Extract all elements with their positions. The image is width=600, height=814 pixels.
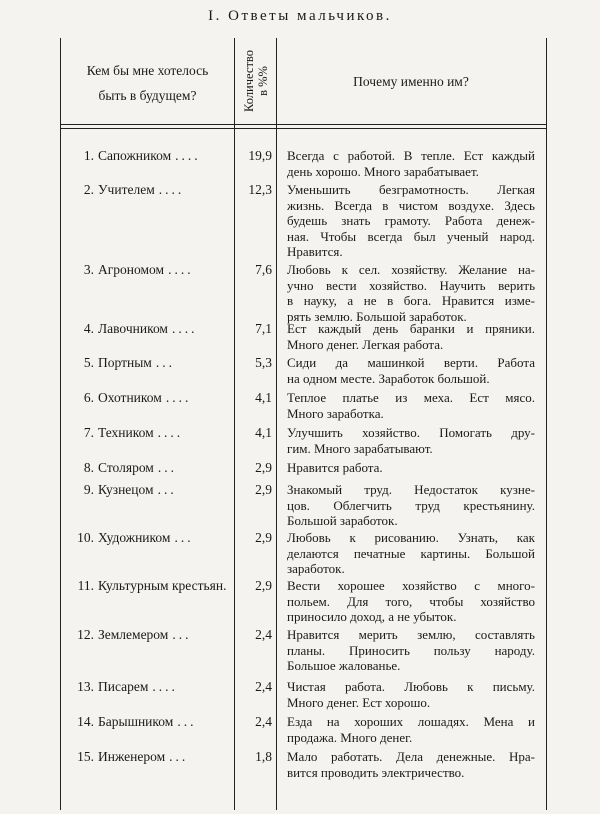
profession-cell [61, 714, 236, 730]
profession-cell [61, 148, 236, 164]
profession-cell [61, 627, 236, 643]
reason-text [287, 679, 535, 710]
reason-text [287, 321, 535, 352]
reason-line: Мало работать. Дела денежные. Нра- [287, 749, 535, 764]
header-quantity-line: в %% [256, 66, 270, 96]
header-profession-line: быть в будущем? [98, 88, 197, 103]
header-reason: Почему именно им? [353, 74, 469, 89]
reason-line: Нравится работа. [287, 460, 383, 475]
reason-line: Ест каждый день баранки и пряники. [287, 321, 535, 336]
reason-line: Большое жалованье. [287, 658, 401, 673]
leader-dots: ... [169, 749, 189, 764]
header-profession [61, 58, 234, 108]
reason-line: Большой заработок. [287, 513, 398, 528]
leader-dots: .... [157, 425, 184, 440]
reason-text [287, 262, 535, 324]
profession-cell [61, 482, 236, 498]
profession-cell [61, 390, 236, 406]
reason-line: Нравится. [287, 244, 343, 259]
profession-name: Портным [98, 355, 152, 370]
profession-cell [61, 460, 236, 476]
reason-text [287, 530, 535, 577]
profession-name: Культурным крестьян. [98, 578, 227, 593]
row-number: 13. [77, 679, 94, 694]
percentage-value: 5,3 [255, 355, 272, 370]
reason-line: Езда на хороших лошадях. Мена и [287, 714, 535, 729]
page-title: I. Ответы мальчиков. [208, 8, 392, 24]
row-number: 3. [83, 262, 94, 277]
reason-line: заработок. [287, 561, 345, 576]
reason-text [287, 578, 535, 625]
profession-name: Художником [98, 530, 171, 545]
leader-dots: ... [157, 482, 177, 497]
reason-line: Любовь к сел. хозяйству. Желание на- [287, 262, 535, 277]
profession-name: Барышником [98, 714, 174, 729]
reason-text [287, 627, 535, 674]
reason-text [287, 714, 535, 745]
leader-dots: ... [177, 714, 197, 729]
row-number: 4. [83, 321, 94, 336]
row-number: 10. [77, 530, 94, 545]
leader-dots: .... [152, 679, 178, 694]
reason-text [287, 482, 535, 529]
reason-line: продажа. Много денег. [287, 729, 413, 745]
reason-line: Уменьшить безграмотность. Легкая [287, 182, 535, 197]
profession-name: Учителем [98, 182, 155, 197]
percentage-value: 2,9 [255, 578, 272, 593]
percentage-value: 4,1 [255, 425, 272, 440]
column-divider [276, 38, 277, 810]
reason-text [287, 355, 535, 386]
profession-cell [61, 578, 236, 594]
reason-line: гим. Много зарабатывают. [287, 440, 433, 456]
row-number: 11. [77, 578, 94, 593]
reason-line: на одном месте. Заработок большой. [287, 370, 490, 386]
reason-line: Нравится мерить землю, составлять [287, 627, 535, 642]
percentage-value: 2,4 [255, 714, 272, 729]
percentage-value: 2,4 [255, 679, 272, 694]
leader-dots: .... [168, 262, 194, 277]
reason-line: Сиди да машинкой верти. Работа [287, 355, 535, 370]
reason-line: Вести хорошее хозяйство с много- [287, 578, 535, 593]
profession-cell [61, 425, 236, 441]
row-number: 6. [83, 390, 94, 405]
profession-cell [61, 262, 236, 278]
row-number: 5. [83, 355, 94, 370]
reason-text [287, 390, 535, 421]
header-quantity-line: Количество [242, 50, 256, 112]
leader-dots: ... [172, 627, 192, 642]
percentage-value: 19,9 [248, 148, 272, 163]
row-number: 8. [83, 460, 94, 475]
profession-name: Агрономом [98, 262, 165, 277]
reason-line: цов. Облегчить труд крестьянину. [287, 497, 535, 513]
profession-name: Сапожником [98, 148, 172, 163]
profession-cell [61, 182, 236, 198]
percentage-value: 2,4 [255, 627, 272, 642]
profession-name: Столяром [98, 460, 154, 475]
row-number: 12. [77, 627, 94, 642]
percentage-value: 1,8 [255, 749, 272, 764]
reason-line: делаются печатные картины. Большой [287, 545, 535, 561]
profession-name: Инженером [98, 749, 166, 764]
leader-dots: ... [155, 355, 175, 370]
survey-table [60, 38, 547, 810]
row-number: 9. [83, 482, 94, 497]
profession-cell [61, 749, 236, 765]
reason-line: жизнь. Всегда в чистом воздухе. Здесь [287, 197, 535, 213]
profession-cell [61, 679, 236, 695]
header-quantity [242, 50, 270, 112]
reason-line: Любовь к рисованию. Узнать, как [287, 530, 535, 545]
reason-line: учно вести хозяйство. Научить верить [287, 277, 535, 293]
profession-name: Лавочником [98, 321, 168, 336]
reason-line: ная. Чтобы всегда был ученый народ. [287, 228, 535, 244]
reason-line: вится проводить электричество. [287, 764, 465, 780]
profession-cell [61, 530, 236, 546]
reason-line: Теплое платье из меха. Ест мясо. [287, 390, 535, 405]
row-number: 1. [83, 148, 94, 163]
header-profession-line: Кем бы мне хотелось [86, 63, 209, 78]
reason-line: рять землю. Большой заработок. [287, 308, 467, 324]
profession-cell [61, 321, 236, 337]
reason-text [287, 148, 535, 179]
leader-dots: .... [171, 321, 198, 336]
row-number: 2. [83, 182, 94, 197]
reason-text [287, 460, 535, 476]
reason-text [287, 425, 535, 456]
profession-name: Писарем [98, 679, 149, 694]
reason-line: приносило доход, а не убыток. [287, 609, 457, 624]
reason-line: Чистая работа. Любовь к письму. [287, 679, 535, 694]
reason-line: Много денег. Ест хорошо. [287, 694, 431, 710]
profession-name: Землемером [98, 627, 169, 642]
reason-line: в науку, а не в бога. Нравится изме- [287, 293, 535, 308]
row-number: 15. [77, 749, 94, 764]
leader-dots: ... [157, 460, 177, 475]
percentage-value: 4,1 [255, 390, 272, 405]
percentage-value: 7,6 [255, 262, 272, 277]
header-rule [61, 124, 546, 129]
reason-text [287, 749, 535, 780]
leader-dots: .... [175, 148, 201, 163]
profession-name: Кузнецом [98, 482, 154, 497]
profession-cell [61, 355, 236, 371]
percentage-value: 2,9 [255, 460, 272, 475]
reason-text [287, 182, 535, 260]
reason-line: Улучшить хозяйство. Помогать дру- [287, 425, 535, 440]
leader-dots: .... [165, 390, 192, 405]
row-number: 7. [83, 425, 94, 440]
reason-line: будешь знать грамоту. Работа денеж- [287, 213, 535, 228]
percentage-value: 2,9 [255, 482, 272, 497]
profession-name: Охотником [98, 390, 162, 405]
leader-dots: ... [174, 530, 194, 545]
row-number: 14. [77, 714, 94, 729]
percentage-value: 7,1 [255, 321, 272, 336]
leader-dots: .... [158, 182, 185, 197]
reason-line: Знакомый труд. Недостаток кузне- [287, 482, 535, 497]
percentage-value: 12,3 [248, 182, 272, 197]
reason-line: планы. Приносить пользу народу. [287, 642, 535, 658]
profession-name: Техником [98, 425, 154, 440]
reason-line: Много заработка. [287, 405, 384, 421]
reason-line: Много денег. Легкая работа. [287, 336, 444, 352]
reason-line: день хорошо. Много зарабатывает. [287, 163, 479, 179]
reason-line: Всегда с работой. В тепле. Ест каждый [287, 148, 535, 163]
percentage-value: 2,9 [255, 530, 272, 545]
reason-line: польем. Для того, чтобы хозяйство [287, 593, 535, 609]
